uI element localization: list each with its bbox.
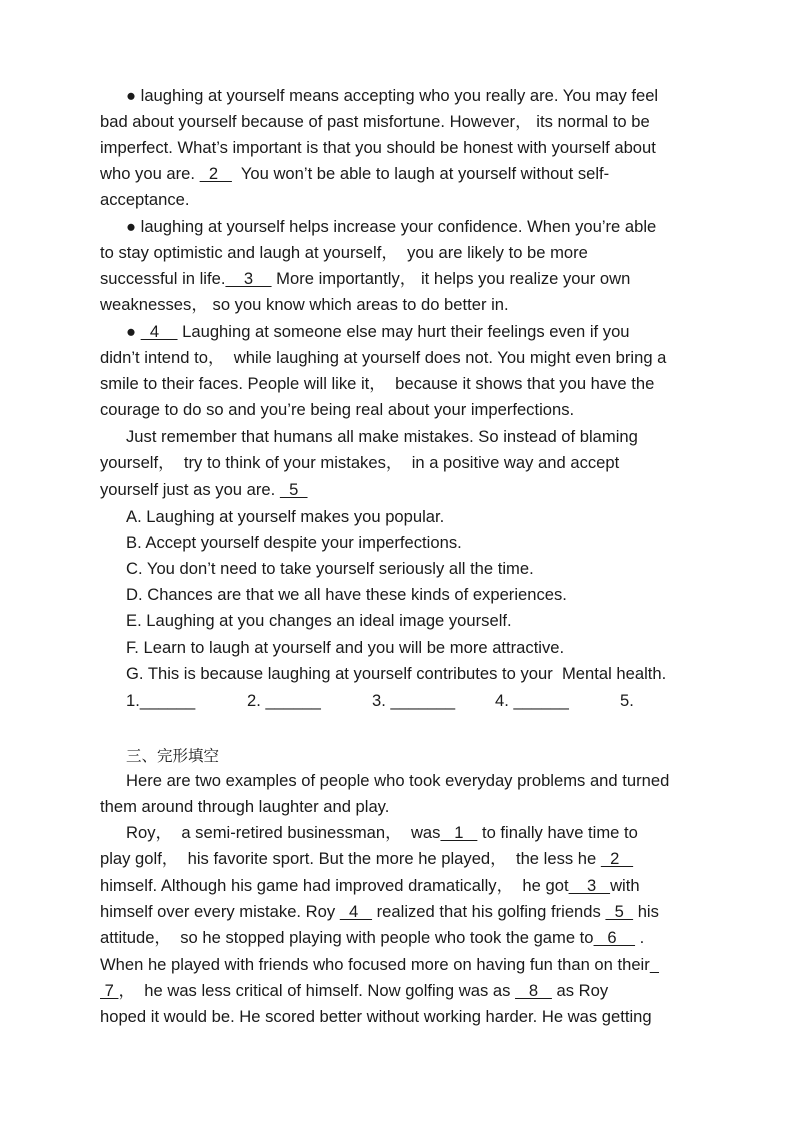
- blank-4: 4: [140, 322, 178, 341]
- text-line-with-blank-5: [100, 477, 710, 503]
- option-a: A. Laughing at yourself makes you popular.: [126, 507, 445, 526]
- text-line: to stay optimistic and laugh at yourself， you are likely to be more: [100, 243, 588, 262]
- cloze-blank-7: 7: [100, 981, 119, 1000]
- text-line: Here are two examples of people who took everyday problems and turned: [126, 771, 670, 790]
- option-f: F. Learn to laugh at yourself and you will be more attractive.: [126, 638, 565, 657]
- text-line: imperfect. What’s important is that you should be honest with yourself about: [100, 138, 656, 157]
- text-line-with-blank-c2: [100, 846, 710, 872]
- text-line-with-blank-c3: [100, 873, 710, 899]
- text-fragment: himself over every mistake. Roy: [100, 902, 340, 921]
- option-g: G. This is because laughing at yourself contributes to your Mental health.: [126, 664, 667, 683]
- text-line: weaknesses， so you know which areas to do better in.: [100, 295, 509, 314]
- text-line-with-blanks-c4-c5: [100, 899, 710, 925]
- text-fragment: ， he was less critical of himself. Now golfing was as: [118, 981, 516, 1000]
- cloze-blank-2: 2: [600, 849, 634, 868]
- text-line: Just remember that humans all make mistakes. So instead of blaming: [126, 427, 638, 446]
- text-line-with-blank-c8: [100, 978, 710, 1004]
- answer-field-1: 1.______: [126, 691, 196, 710]
- text-line: yourself， try to think of your mistakes， in a positive way and accept: [100, 453, 620, 472]
- text-line-with-blank-c7: [100, 952, 710, 978]
- text-fragment: play golf， his favorite sport. But the more he played， the less he: [100, 849, 601, 868]
- blank-5: 5: [279, 480, 308, 499]
- text-line: hoped it would be. He scored better without working harder. He was getting: [100, 1007, 652, 1026]
- text-line: acceptance.: [100, 190, 190, 209]
- text-line: didn’t intend to， while laughing at yourself does not. You might even bring a: [100, 348, 667, 367]
- text-fragment: Laughing at someone else may hurt their feelings even if you: [177, 322, 630, 341]
- text-line-with-blank-4: [126, 319, 736, 345]
- cloze-blank-8: 8: [515, 981, 552, 1000]
- text-fragment: his: [633, 902, 659, 921]
- text-fragment: realized that his golfing friends: [372, 902, 606, 921]
- text-fragment: himself. Although his game had improved dramatically， he got: [100, 876, 569, 895]
- text-line: courage to do so and you’re being real about your imperfections.: [100, 400, 575, 419]
- text-fragment: .: [635, 928, 645, 947]
- text-fragment: When he played with friends who focused more on having fun than on their: [100, 955, 650, 974]
- option-d: D. Chances are that we all have these kinds of experiences.: [126, 585, 567, 604]
- answer-row: [126, 688, 736, 714]
- cloze-blank-1: 1: [440, 823, 478, 842]
- cloze-blank-6: 6: [593, 928, 636, 947]
- text-line: smile to their faces. People will like it， because it shows that you have the: [100, 374, 655, 393]
- text-fragment: You won’t be able to laugh at yourself without self-: [231, 164, 610, 183]
- answer-field-5: 5.: [620, 691, 634, 710]
- answer-field-3: 3. _______: [372, 691, 456, 710]
- option-e: E. Laughing at you changes an ideal image yourself.: [126, 611, 512, 630]
- text-line-with-blank-c6: [100, 925, 710, 951]
- text-fragment: with: [610, 876, 640, 895]
- text-fragment: to finally have time to: [477, 823, 638, 842]
- blank-2: 2: [199, 164, 232, 183]
- cloze-blank-4: 4: [339, 902, 373, 921]
- text-line: ● laughing at yourself means accepting who you really are. You may feel: [126, 86, 659, 105]
- text-fragment: yourself just as you are.: [100, 480, 280, 499]
- answer-field-2: 2. ______: [247, 691, 321, 710]
- blank-3: 3: [225, 269, 272, 288]
- text-fragment: More importantly， it helps you realize your own: [271, 269, 631, 288]
- text-fragment: ●: [126, 322, 141, 341]
- text-line: ● laughing at yourself helps increase your confidence. When you’re able: [126, 217, 657, 236]
- text-line-with-blank-c1: [126, 820, 736, 846]
- answer-field-4: 4. ______: [495, 691, 569, 710]
- text-fragment: as Roy: [551, 981, 609, 1000]
- cloze-blank-5: 5: [605, 902, 634, 921]
- section-heading: 三、完形填空: [126, 747, 220, 765]
- option-b: B. Accept yourself despite your imperfections.: [126, 533, 462, 552]
- text-fragment: Roy， a semi-retired businessman， was: [126, 823, 441, 842]
- text-line: them around through laughter and play.: [100, 797, 390, 816]
- text-line-with-blank-2: [100, 161, 710, 187]
- text-line: bad about yourself because of past misfortune. However， its normal to be: [100, 112, 650, 131]
- text-fragment: attitude， so he stopped playing with people who took the game to: [100, 928, 594, 947]
- cloze-blank-3: 3: [568, 876, 611, 895]
- text-line-with-blank-3: [100, 266, 710, 292]
- text-fragment: successful in life.: [100, 269, 226, 288]
- option-c: C. You don’t need to take yourself seriously all the time.: [126, 559, 534, 578]
- text-fragment: who you are.: [100, 164, 200, 183]
- cloze-blank-7-start: [650, 955, 659, 974]
